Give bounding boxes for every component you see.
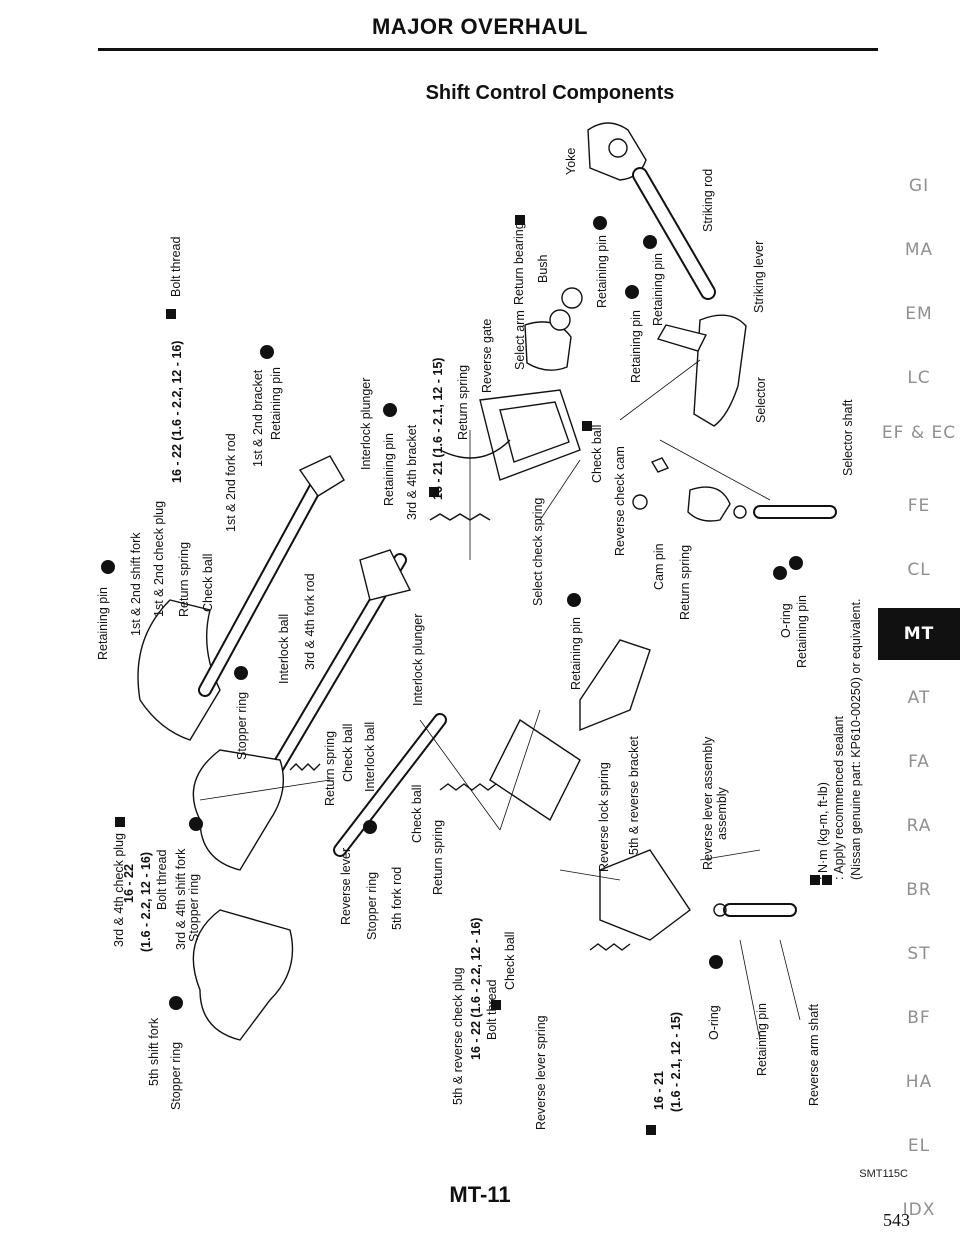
label-reverse-lever-assembly: Reverse lever assembly [701, 736, 715, 870]
label-selector: Selector [754, 377, 768, 423]
no-reuse-icon [567, 593, 581, 607]
label-retaining-pin: Retaining pin [269, 367, 283, 440]
tab-el[interactable]: EL [907, 1136, 931, 1156]
page-number: 543 [883, 1210, 910, 1230]
label-check-ball: Check ball [503, 931, 517, 990]
label-retaining-pin: Retaining pin [795, 595, 809, 668]
section-tabs [878, 160, 960, 1248]
no-reuse-icon [789, 556, 803, 570]
label-torque: 16 - 21 [652, 1071, 666, 1110]
label-reverse-gate: Reverse gate [480, 318, 494, 393]
no-reuse-icon [101, 560, 115, 574]
label-interlock-ball: Interlock ball [277, 613, 291, 684]
figure-code: SMT115C [859, 1168, 908, 1180]
tab-cl[interactable]: CL [907, 560, 931, 580]
tab-at[interactable]: AT [907, 688, 931, 708]
label-check-plug: 5th & reverse check plug [451, 967, 465, 1105]
label-return-spring: Return spring [456, 364, 470, 440]
fork-1st2nd-part [138, 600, 220, 740]
section-title: Shift Control Components [425, 82, 675, 104]
tab-br[interactable]: BR [906, 880, 932, 900]
label-check-plug: 3rd & 4th check plug [112, 833, 126, 947]
label-retaining-pin: Retaining pin [755, 1003, 769, 1076]
label-check-ball: Check ball [590, 424, 604, 483]
label-torque: 16 - 22 (1.6 - 2.2, 12 - 16) [170, 340, 184, 483]
label-reverse-arm-shaft: Reverse arm shaft [807, 1003, 821, 1106]
tab-em[interactable]: EM [905, 304, 933, 324]
label-return-spring: Return spring [177, 541, 191, 617]
tab-fe[interactable]: FE [907, 496, 931, 516]
label-retaining-pin: Retaining pin [629, 310, 643, 383]
bracket-5r-part [580, 640, 650, 730]
label-torque: (1.6 - 2.1, 12 - 15) [669, 1011, 683, 1112]
tab-fa[interactable]: FA [908, 752, 930, 772]
label-torque: (1.6 - 2.2, 12 - 16) [139, 851, 153, 952]
label-striking-rod: Striking rod [701, 168, 715, 232]
label-interlock-plunger: Interlock plunger [359, 377, 373, 470]
no-reuse-icon [593, 216, 607, 230]
label-fork-rod-12: 1st & 2nd fork rod [224, 433, 238, 532]
tab-gi[interactable]: GI [908, 176, 930, 196]
label-retaining-pin: Retaining pin [382, 433, 396, 506]
label-torque: 16 - 21 (1.6 - 2.1, 12 - 15) [431, 357, 445, 500]
label-fork-rod-34: 3rd & 4th fork rod [303, 573, 317, 670]
label-o-ring: O-ring [707, 1005, 721, 1040]
tab-ra[interactable]: RA [906, 816, 932, 836]
label-bolt-thread: Bolt thread [155, 849, 169, 910]
label-bush: Bush [536, 254, 550, 283]
label-bracket-5r: 5th & reverse bracket [627, 736, 641, 855]
label-cam-pin: Cam pin [652, 543, 666, 590]
torque-wrench-icon [115, 817, 125, 827]
reverse-lever-assembly-part [600, 850, 690, 940]
label-selector-shaft: Selector shaft [841, 399, 855, 476]
label-return-spring: Return spring [323, 730, 337, 806]
return-spring-5-part [440, 784, 496, 790]
torque-wrench-icon [646, 1125, 656, 1135]
selector-part [688, 487, 730, 521]
label-o-ring: O-ring [779, 603, 793, 638]
legend-sealant: : Apply recommenced sealant [832, 716, 846, 880]
no-reuse-icon [625, 285, 639, 299]
reverse-gate-part [480, 390, 580, 480]
spring-mid-part [290, 764, 320, 770]
label-stopper-ring: Stopper ring [169, 1041, 183, 1110]
label-return-spring: Return spring [678, 544, 692, 620]
torque-wrench-icon [166, 309, 176, 319]
tab-ef-ec[interactable]: EF & EC [881, 423, 957, 443]
label-fork-5th: 5th shift fork [147, 1017, 161, 1086]
no-reuse-icon [383, 403, 397, 417]
label-fork-34: 3rd & 4th shift fork [174, 848, 188, 950]
label-bolt-thread: Bolt thread [169, 236, 183, 297]
label-check-ball: Check ball [341, 723, 355, 782]
label-stopper-ring: Stopper ring [365, 871, 379, 940]
label-reverse-check-cam: Reverse check cam [613, 446, 627, 556]
reverse-lever-spring-part [590, 944, 630, 950]
label-reverse-lever-assembly: assembly [715, 787, 729, 840]
label-torque: 16 - 22 (1.6 - 2.2, 12 - 16) [469, 917, 483, 1060]
label-return-spring: Return spring [431, 819, 445, 895]
select-check-spring-part [430, 514, 490, 520]
no-reuse-icon [643, 235, 657, 249]
label-select-arm: Select arm [513, 310, 527, 370]
label-retaining-pin: Retaining pin [595, 235, 609, 308]
label-interlock-ball: Interlock ball [363, 721, 377, 792]
page-title: MAJOR OVERHAUL [371, 14, 588, 39]
fork-5th-part [193, 910, 292, 1040]
label-retaining-pin: Retaining pin [569, 617, 583, 690]
label-torque: 16 - 22 [122, 864, 136, 903]
tab-mt[interactable]: MT [878, 608, 960, 660]
no-reuse-icon [189, 817, 203, 831]
no-reuse-icon [363, 820, 377, 834]
label-select-check-spring: Select check spring [531, 497, 545, 606]
legend [816, 599, 863, 880]
tab-lc[interactable]: LC [907, 368, 931, 388]
no-reuse-icon [773, 566, 787, 580]
legend-part: (Nissan genuine part: KP610-00250) or equivalent. [849, 598, 863, 880]
tab-idx[interactable]: IDX [902, 1200, 936, 1220]
label-stopper-ring: Stopper ring [235, 691, 249, 760]
label-striking-lever: Striking lever [752, 240, 766, 313]
label-check-ball: Check ball [201, 553, 215, 612]
tab-bf[interactable]: BF [907, 1008, 931, 1028]
label-retaining-pin: Retaining pin [96, 587, 110, 660]
label-reverse-lever-spring: Reverse lever spring [534, 1015, 548, 1130]
label-interlock-plunger: Interlock plunger [411, 613, 425, 706]
no-reuse-icon [709, 955, 723, 969]
no-reuse-icon [260, 345, 274, 359]
label-fork-rod-5th: 5th fork rod [390, 866, 404, 930]
legend-unit: : N·m (kg-m, ft-lb) [816, 782, 830, 880]
label-check-plug: 1st & 2nd check plug [152, 500, 166, 617]
label-bracket-34: 3rd & 4th bracket [405, 424, 419, 520]
page-label: MT-11 [449, 1182, 511, 1207]
label-return-bearing: Return bearing [512, 222, 526, 305]
tab-ha[interactable]: HA [905, 1072, 933, 1092]
striking-lever-part [694, 315, 746, 426]
label-bracket-12: 1st & 2nd bracket [251, 369, 265, 467]
label-retaining-pin: Retaining pin [651, 253, 665, 326]
tab-st[interactable]: ST [907, 944, 931, 964]
label-yoke: Yoke [564, 147, 578, 175]
label-fork-1st2nd: 1st & 2nd shift fork [129, 532, 143, 636]
label-stopper-ring: Stopper ring [187, 873, 201, 942]
label-reverse-lock-spring: Reverse lock spring [597, 762, 611, 872]
tab-ma[interactable]: MA [904, 240, 934, 260]
fork-34-part [193, 750, 283, 870]
no-reuse-icon [234, 666, 248, 680]
label-check-ball: Check ball [410, 784, 424, 843]
label-bolt-thread: Bolt thread [485, 979, 499, 1040]
label-reverse-lever: Reverse lever [339, 847, 353, 925]
no-reuse-icon [169, 996, 183, 1010]
